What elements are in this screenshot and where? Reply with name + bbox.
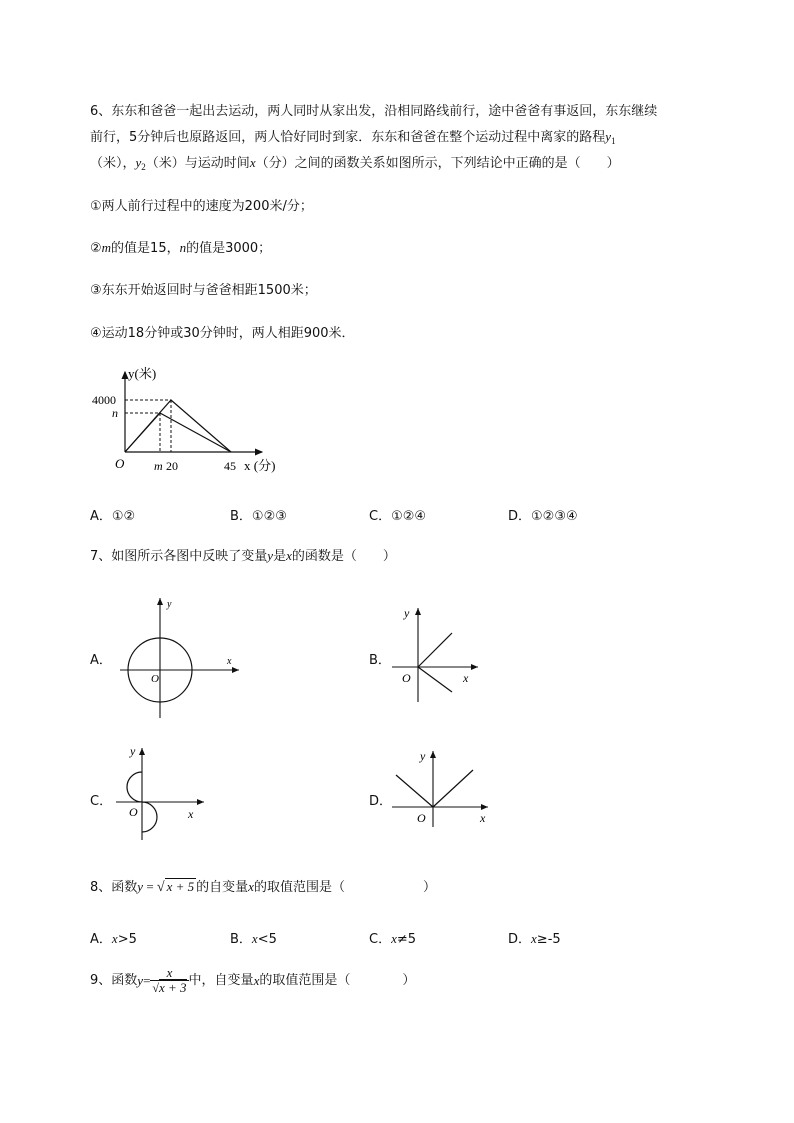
q6-dongdong-line: [125, 400, 231, 452]
q6-y1-sub: 1: [611, 136, 616, 146]
q6-line3-b: （米）与运动时间: [145, 156, 250, 171]
q9-eq: =: [143, 972, 151, 988]
q6-line3-a: （米），: [90, 156, 136, 171]
q7d-left-ray: [396, 775, 433, 807]
q6-option-c-text: ①②④: [391, 509, 427, 524]
q7-option-a-graph: [115, 592, 245, 722]
q7-x-var: x: [286, 548, 292, 563]
q7-stem-c: 的函数是（ ）: [291, 549, 396, 564]
q8-option-a-var: x: [111, 931, 118, 946]
q7b-x-label: x: [463, 671, 469, 685]
q6-father-line: [125, 413, 231, 452]
q7-y-var: y: [267, 548, 274, 563]
q9-fraction: [150, 966, 188, 996]
q7-stem-a: 7、如图所示各图中反映了变量: [90, 549, 268, 564]
q8-stem-a: 8、函数: [90, 880, 138, 895]
q8-option-c-rel: ≠5: [396, 932, 417, 947]
q6-statement-2: [90, 237, 271, 256]
q7a-origin: O: [151, 673, 159, 685]
q7b-ray-down: [418, 667, 452, 692]
q7-stem-b: 是: [273, 549, 287, 564]
q6-y-label: y(米): [128, 366, 157, 381]
q7d-y-label: y: [420, 749, 426, 763]
q7-option-d-letter[interactable]: D．: [369, 794, 393, 809]
q6-line1-text: 6、东东和爸爸一起出去运动，两人同时从家出发，沿相同路线前行，途中爸爸有事返回，东东继续: [90, 104, 658, 119]
q9-lhs: y: [137, 972, 144, 988]
q8-sqrt-sign: √: [156, 880, 165, 895]
q6-option-d[interactable]: [508, 505, 578, 524]
q7-option-c-letter[interactable]: C．: [90, 794, 113, 809]
q6-s2-n: n: [179, 240, 187, 255]
q6-x-label: x (分): [244, 458, 276, 473]
q7-option-b-graph: [388, 600, 488, 705]
q8-formula-lhs: y: [137, 879, 144, 894]
q8-x-var: x: [248, 879, 254, 894]
q8-option-d-var: x: [531, 931, 537, 946]
q8-option-c[interactable]: [369, 928, 416, 947]
q6-line3-c: （分）之间的函数关系如图所示，下列结论中正确的是（ ）: [255, 156, 620, 171]
q6-option-b[interactable]: [230, 505, 287, 524]
q7a-x-label: x: [227, 656, 232, 667]
q7-option-b-letter[interactable]: B．: [369, 653, 391, 668]
q6-statement-3: ③东东开始返回时与爸爸相距1500米；: [90, 283, 317, 298]
q8-option-b-var: x: [251, 931, 258, 946]
q6-line2: [90, 126, 616, 146]
q7-option-d-graph: [388, 745, 498, 830]
q6-option-c[interactable]: [369, 505, 426, 524]
q7-option-c-graph: [112, 740, 212, 845]
q6-option-d-letter: D．: [508, 509, 532, 524]
q8-option-b[interactable]: [230, 928, 277, 947]
q8-formula-eq: =: [143, 879, 157, 894]
q7c-y-label: y: [130, 744, 136, 758]
q7-stem: [90, 545, 396, 564]
q6-graph: [80, 360, 300, 480]
q6-option-a[interactable]: [90, 505, 135, 524]
q7c-upper-semicircle: [127, 772, 142, 802]
q6-option-a-letter: A．: [90, 509, 112, 524]
q6-tick-n: n: [112, 406, 118, 420]
q6-s2-a: ②: [90, 241, 102, 256]
q9-x-var: x: [253, 972, 260, 988]
q8-stem-c: 的取值范围是（ ）: [253, 880, 436, 895]
q6-option-a-text: ①②: [111, 509, 136, 524]
q6-x-var: x: [249, 155, 256, 170]
q7-option-a-letter[interactable]: A．: [90, 653, 112, 668]
q9-numerator: x: [166, 965, 173, 980]
q6-line2-text: 前行，5分钟后也原路返回，两人恰好同时到家．东东和爸爸在整个运动过程中离家的路程: [90, 130, 606, 145]
q7c-origin: O: [129, 805, 138, 819]
q8-option-a-rel: >5: [117, 932, 137, 947]
q6-statement-1: ①两人前行过程中的速度为200米/分；: [90, 199, 313, 214]
q6-y2-var: y: [135, 155, 142, 170]
q8-stem: [90, 876, 436, 896]
q7d-origin: O: [417, 811, 426, 825]
q6-tick-20: 20: [166, 459, 178, 473]
q6-option-c-letter: C．: [369, 509, 392, 524]
q8-formula-radicand: x + 5: [166, 879, 195, 894]
q7c-lower-semicircle: [142, 802, 157, 832]
q6-tick-45: 45: [224, 459, 236, 473]
q9-stem-a: 9、函数: [90, 972, 138, 988]
q7b-y-label: y: [404, 606, 410, 620]
q6-origin: O: [115, 456, 125, 471]
q8-option-d[interactable]: [508, 928, 561, 947]
q8-option-a-letter: A．: [90, 932, 112, 947]
q7b-origin: O: [402, 671, 411, 685]
q7d-right-ray: [433, 770, 473, 807]
q9-stem-c: 的取值范围是（ ）: [259, 972, 416, 988]
q7c-x-label: x: [188, 807, 194, 821]
q6-line3: [90, 152, 620, 172]
q6-tick-m: m: [154, 459, 163, 473]
q8-option-c-var: x: [391, 931, 397, 946]
q7d-x-label: x: [480, 811, 486, 825]
q6-y2-sub: 2: [141, 162, 146, 172]
q6-s2-c: 的值是3000；: [186, 241, 272, 256]
q6-s2-b: 的值是15，: [111, 241, 180, 256]
q6-y1-var: y: [605, 129, 612, 144]
q8-option-a[interactable]: [90, 928, 137, 947]
q8-option-d-letter: D．: [508, 932, 532, 947]
q6-tick-4000: 4000: [92, 393, 116, 407]
q6-statement-4: ④运动18分钟或30分钟时，两人相距900米．: [90, 326, 355, 341]
q9-sqrt-sign: √: [152, 981, 159, 996]
q8-option-b-letter: B．: [230, 932, 252, 947]
q6-option-b-text: ①②③: [251, 509, 287, 524]
q8-option-c-letter: C．: [369, 932, 392, 947]
q8-option-d-rel: ≥-5: [536, 932, 561, 947]
q6-option-d-text: ①②③④: [531, 509, 578, 524]
q6-s2-m: m: [101, 240, 112, 255]
q9-stem-b: 中，自变量: [188, 972, 254, 988]
q7b-ray-up: [418, 633, 452, 667]
q6-option-b-letter: B．: [230, 509, 252, 524]
q7a-y-label: y: [167, 599, 172, 610]
q8-option-b-rel: <5: [257, 932, 277, 947]
q9-denominator: x + 3: [159, 980, 187, 996]
q8-stem-b: 的自变量: [196, 880, 249, 895]
q9-denominator-box: [150, 980, 188, 995]
q6-line1: [90, 100, 657, 119]
q9-stem: [90, 966, 415, 996]
